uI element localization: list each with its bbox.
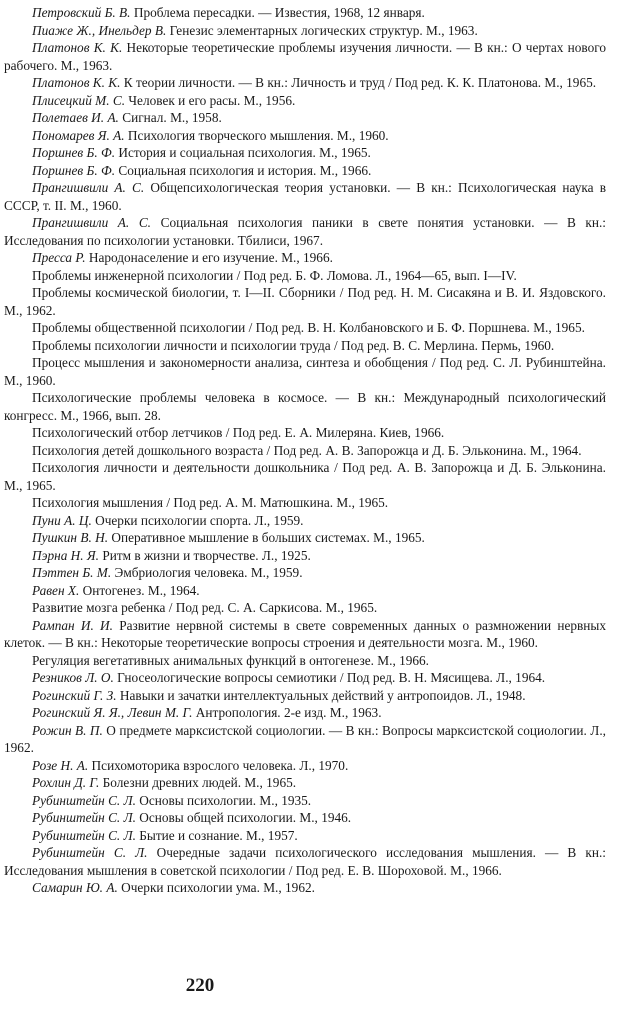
- bibliography-entry: [4, 354, 606, 389]
- bibliography-entry: [4, 4, 606, 22]
- entry-text: Человек и его расы. М., 1956.: [125, 92, 296, 108]
- bibliography-entry: [4, 109, 606, 127]
- entry-text: Онтогенез. М., 1964.: [79, 582, 200, 598]
- entry-author: Пиаже Ж., Инельдер В.: [32, 22, 167, 38]
- entry-text: Некоторые теоретические проблемы изучения личности. — В кн.: О чертах нового рабочего. М., 1963.: [4, 40, 607, 73]
- page-number: 220: [185, 975, 215, 996]
- entry-text: Психология личности и деятельности дошкольника / Под ред. А. В. Запорожца и Д. Б. Эльконина. М., 1965.: [4, 460, 606, 493]
- entry-text: Развитие мозга ребенка / Под ред. С. А. Саркисова. М., 1965.: [32, 600, 378, 615]
- bibliography-entry: [4, 22, 606, 40]
- entry-text: Проблемы психологии личности и психологии труда / Под ред. В. С. Мерлина. Пермь, 1960.: [32, 337, 555, 353]
- entry-author: Рогинский Г. З.: [32, 687, 117, 703]
- entry-text: Психология мышления / Под ред. А. М. Матюшкина. М., 1965.: [32, 495, 389, 510]
- entry-author: Платонов К. К.: [32, 40, 123, 55]
- bibliography-list: [4, 4, 606, 897]
- entry-text: Регуляция вегетативных анимальных функций в онтогенезе. М., 1966.: [32, 652, 430, 668]
- entry-author: Прангишвили А. С.: [32, 180, 145, 195]
- entry-author: Полетаев И. А.: [32, 110, 119, 125]
- bibliography-entry: [4, 809, 606, 827]
- bibliography-entry: [4, 564, 606, 582]
- bibliography-entry: [4, 687, 606, 705]
- bibliography-entry: [4, 512, 606, 530]
- bibliography-entry: [4, 704, 606, 722]
- bibliography-entry: [4, 127, 606, 145]
- bibliography-entry: [4, 669, 606, 687]
- bibliography-entry: [4, 162, 606, 180]
- bibliography-entry: [4, 442, 606, 460]
- entry-author: Рубинштейн С. Л.: [32, 810, 136, 825]
- bibliography-entry: [4, 144, 606, 162]
- entry-author: Самарин Ю. А.: [32, 880, 118, 895]
- bibliography-entry: [4, 249, 606, 267]
- bibliography-entry: [4, 319, 606, 337]
- entry-author: Рожин В. П.: [32, 722, 103, 738]
- bibliography-entry: [4, 494, 606, 512]
- bibliography-entry: [4, 267, 606, 285]
- entry-author: Рампан И. И.: [32, 617, 113, 633]
- entry-text: Основы психологии. М., 1935.: [135, 792, 312, 808]
- entry-text: К теории личности. — В кн.: Личность и труд / Под ред. К. К. Платонова. М., 1965.: [120, 75, 597, 90]
- entry-text: Процесс мышления и закономерности анализа, синтеза и обобщения / Под ред. С. Л. Рубинштейна. М., 1960.: [4, 355, 606, 388]
- entry-text: Проблема пересадки. — Известия, 1968, 12 января.: [130, 5, 425, 20]
- entry-author: Прангишвили А. С.: [32, 215, 152, 230]
- bibliography-entry: [4, 424, 606, 442]
- bibliography-entry: [4, 879, 606, 897]
- bibliography-entry: [4, 599, 606, 617]
- entry-author: Плисецкий М. С.: [32, 92, 126, 108]
- entry-text: История и социальная психология. М., 1965.: [115, 145, 371, 160]
- bibliography-entry: [4, 722, 606, 757]
- entry-text: Генезис элементарных логических структур. М., 1963.: [166, 22, 478, 38]
- bibliography-entry: [4, 337, 606, 355]
- entry-text: Оперативное мышление в больших системах. М., 1965.: [108, 530, 425, 545]
- bibliography-entry: [4, 459, 606, 494]
- bibliography-entry: [4, 792, 606, 810]
- entry-author: Пономарев Я. А.: [32, 127, 125, 143]
- entry-text: Народонаселение и его изучение. М., 1966.: [85, 250, 333, 265]
- entry-author: Пуни А. Ц.: [32, 512, 92, 528]
- entry-author: Рубинштейн С. Л.: [32, 792, 136, 808]
- entry-text: Ритм в жизни и творчестве. Л., 1925.: [99, 547, 311, 563]
- entry-author: Розе Н. А.: [32, 757, 89, 773]
- bibliography-entry: [4, 582, 606, 600]
- entry-text: Психологический отбор летчиков / Под ред. Е. А. Милеряна. Киев, 1966.: [32, 425, 445, 440]
- entry-text: Основы общей психологии. М., 1946.: [135, 810, 352, 825]
- entry-author: Рубинштейн С. Л.: [32, 827, 136, 843]
- entry-author: Рохлин Д. Г.: [32, 775, 100, 790]
- entry-text: Проблемы общественной психологии / Под ред. В. Н. Колбановского и Б. Ф. Поршнева. М., 1965.: [32, 320, 585, 335]
- entry-text: Психология детей дошкольного возраста / Под ред. А. В. Запорожца и Д. Б. Эльконина. М., 1964.: [32, 442, 582, 458]
- entry-text: Навыки и зачатки интеллектуальных действий у антропоидов. Л., 1948.: [116, 687, 526, 703]
- bibliography-entry: [4, 284, 606, 319]
- entry-text: Психологические проблемы человека в космосе. — В кн.: Международный психологический конгресс. М., 1966, вып. 28.: [4, 390, 606, 423]
- bibliography-entry: [4, 617, 606, 652]
- entry-text: Проблемы космической биологии, т. I—II. Сборники / Под ред. Н. М. Сисакяна и В. И. Яздовского. М., 1962.: [4, 285, 606, 318]
- entry-text: Антропология. 2-е изд. М., 1963.: [192, 705, 382, 720]
- entry-text: Сигнал. М., 1958.: [118, 110, 222, 125]
- bibliography-entry: [4, 214, 606, 249]
- entry-author: Рубинштейн С. Л.: [32, 845, 148, 860]
- entry-author: Петровский Б. В.: [32, 5, 131, 20]
- entry-author: Поршнев Б. Ф.: [32, 162, 116, 178]
- entry-author: Поршнев Б. Ф.: [32, 145, 116, 160]
- entry-text: Гносеологические вопросы семиотики / Под ред. В. Н. Мясищева. Л., 1964.: [113, 670, 546, 685]
- entry-text: Социальная психология паники в свете понятия установки. — В кн.: Исследования по психологии установки. Тбилиси, 1967.: [4, 215, 606, 248]
- entry-text: Психомоторика взрослого человека. Л., 1970.: [88, 757, 349, 773]
- bibliography-entry: [4, 74, 606, 92]
- entry-text: Развитие нервной системы в свете современных данных о размножении нервных клеток. — В кн.: Некоторые теоретические вопросы строения и деятельности мозга. М., 1960.: [4, 617, 606, 650]
- bibliography-entry: [4, 179, 606, 214]
- entry-text: Очерки психологии ума. М., 1962.: [117, 880, 315, 895]
- entry-text: Очерки психологии спорта. Л., 1959.: [91, 512, 304, 528]
- entry-author: Пресса Р.: [32, 250, 86, 265]
- entry-author: Пушкин В. Н.: [32, 530, 109, 545]
- bibliography-entry: [4, 757, 606, 775]
- bibliography-entry: [4, 774, 606, 792]
- entry-author: Платонов К. К.: [32, 75, 121, 90]
- entry-text: Проблемы инженерной психологии / Под ред. Б. Ф. Ломова. Л., 1964—65, вып. I—IV.: [32, 267, 517, 283]
- bibliography-entry: [4, 529, 606, 547]
- entry-text: Очередные задачи психологического исследования мышления. — В кн.: Исследования мышления в советской психологии / Под ред. Е. В. Шороховой. М., 1966.: [4, 845, 607, 878]
- entry-author: Пэрна Н. Я.: [32, 547, 99, 563]
- bibliography-entry: [4, 827, 606, 845]
- entry-author: Рогинский Я. Я., Левин М. Г.: [32, 705, 193, 720]
- bibliography-entry: [4, 92, 606, 110]
- entry-text: Психология творческого мышления. М., 1960.: [124, 127, 389, 143]
- bibliography-entry: [4, 389, 606, 424]
- entry-text: Общепсихологическая теория установки. — В кн.: Психологическая наука в СССР, т. II. М., 1960.: [4, 180, 606, 213]
- entry-author: Резников Л. О.: [32, 670, 114, 685]
- entry-text: О предмете марксистской социологии. — В кн.: Вопросы марксистской социологии. Л., 1962.: [4, 722, 606, 755]
- bibliography-entry: [4, 844, 606, 879]
- entry-author: Равен Х.: [32, 582, 80, 598]
- entry-text: Болезни древних людей. М., 1965.: [99, 775, 297, 790]
- entry-text: Бытие и сознание. М., 1957.: [135, 827, 298, 843]
- entry-text: Социальная психология и история. М., 1966.: [115, 162, 372, 178]
- bibliography-entry: [4, 652, 606, 670]
- bibliography-entry: [4, 39, 606, 74]
- entry-author: Пэттен Б. М.: [32, 565, 112, 580]
- bibliography-entry: [4, 547, 606, 565]
- entry-text: Эмбриология человека. М., 1959.: [111, 565, 303, 580]
